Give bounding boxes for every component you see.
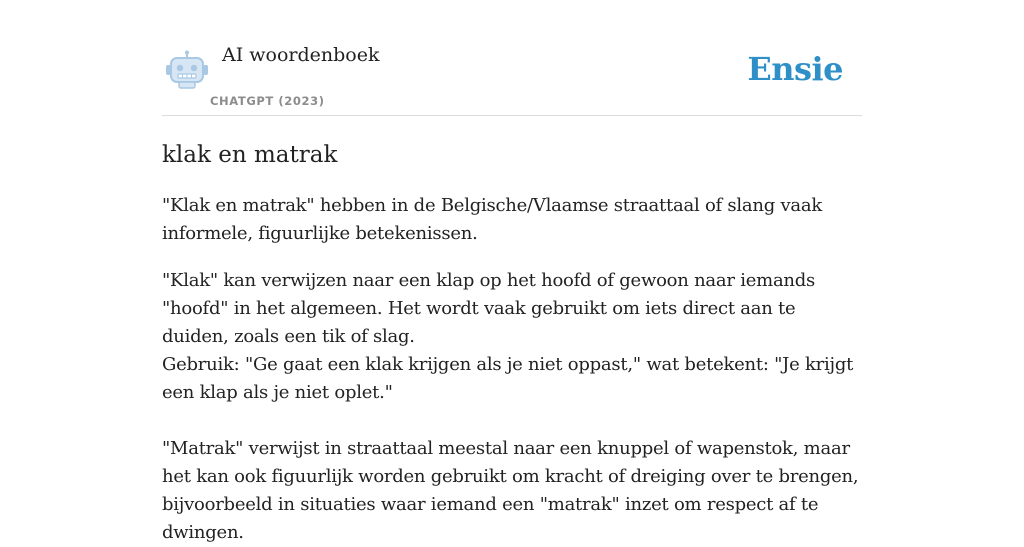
site-subtitle: CHATGPT (2023) bbox=[210, 94, 325, 108]
ensie-logo[interactable]: Ensie bbox=[747, 50, 843, 88]
entry-paragraph-usage: Gebruik: "Ge gaat een klak krijgen als je niet oppast," wat betekent: "Je krijgt een klap als je niet oplet." bbox=[162, 354, 854, 403]
entry-paragraph-matrak: "Matrak" verwijst in straattaal meestal naar een knuppel of wapenstok, maar het kan ook figuurlijk worden gebruikt om kracht of dreiging over te brengen, bijvoorbeeld in situaties waar iemand een "matrak" inzet om respect af te dwingen. bbox=[162, 438, 859, 543]
content-container bbox=[162, 0, 862, 547]
robot-icon bbox=[165, 50, 209, 90]
entry-title: klak en matrak bbox=[162, 142, 338, 168]
entry-paragraph-klak: "Klak" kan verwijzen naar een klap op het hoofd of gewoon naar iemands "hoofd" in het algemeen. Het wordt vaak gebruikt om iets direct aan te duiden, zoals een tik of slag. bbox=[162, 270, 816, 347]
site-title[interactable]: AI woordenboek bbox=[222, 44, 380, 66]
entry-paragraph-intro: "Klak en matrak" hebben in de Belgische/Vlaamse straattaal of slang vaak informele, figuurlijke betekenissen. bbox=[162, 195, 823, 244]
header bbox=[162, 0, 862, 116]
